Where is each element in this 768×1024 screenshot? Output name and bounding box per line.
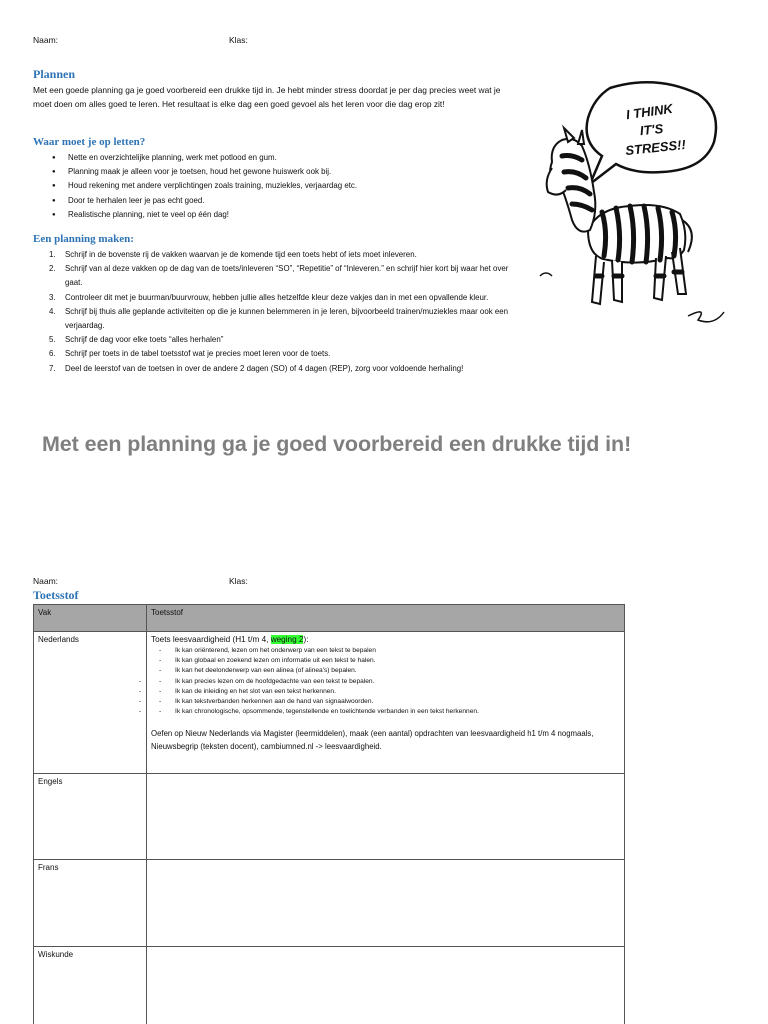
skill-list <box>139 646 620 717</box>
dash: - <box>159 657 162 665</box>
outer-dash: - <box>139 677 142 685</box>
list-item <box>33 248 528 262</box>
list-item <box>33 347 528 361</box>
vak-cell: Engels <box>34 774 147 860</box>
toetsstof-cell[interactable] <box>147 774 625 860</box>
speech-line-2: IT'S <box>639 120 664 139</box>
list-item <box>139 677 620 687</box>
table-row <box>34 947 625 1024</box>
klas-label: Klas: <box>229 35 248 45</box>
name-class-header-2 <box>33 576 248 586</box>
name-class-header <box>33 35 248 45</box>
skill-text: Ik kan het deelonderwerp van een alinea (of alinea's) bepalen. <box>175 667 357 675</box>
list-item <box>151 646 620 656</box>
letten-list <box>52 151 522 222</box>
toetsstof-cell[interactable] <box>139 632 625 774</box>
tagline: Met een planning ga je goed voorbereid een drukke tijd in! <box>42 432 632 456</box>
list-item <box>33 291 528 305</box>
step-number: 7. <box>49 363 56 373</box>
list-item: ● Planning maak je alleen voor je toetsen, houd het gewone huiswerk ook bij. <box>52 165 522 179</box>
step-number: 6. <box>49 349 56 359</box>
vak-cell: Nederlands <box>34 632 147 774</box>
toetsstof-table <box>33 604 625 1024</box>
list-item <box>151 666 620 676</box>
dash: - <box>159 667 162 675</box>
dash: - <box>159 647 162 654</box>
list-item <box>139 707 620 717</box>
list-item: ● Nette en overzichtelijke planning, werk met potlood en gum. <box>52 151 522 165</box>
vak-cell: Frans <box>34 860 147 947</box>
skill-text: Ik kan precies lezen om de hoofdgedachte van een tekst te bepalen. <box>175 677 375 685</box>
naam-label: Naam: <box>33 35 59 45</box>
toets-title-end: ): <box>303 635 309 644</box>
step-number: 3. <box>49 292 56 302</box>
step-text: Controleer dit met je buurman/buurvrouw, hebben jullie alles hetzelfde kleur deze vakjes dan in met een opvallende kleur. <box>65 292 489 302</box>
skill-text: Ik kan chronologische, opsommende, tegenstellende en toelichtende verbanden in een tekst herkennen. <box>175 708 479 716</box>
skill-text: Ik kan oriënterend, lezen om het onderwerp van een tekst te bepalen <box>175 647 376 654</box>
step-number: 1. <box>49 250 56 259</box>
maken-heading: Een planning maken: <box>33 233 134 245</box>
speech-line-3: STRESS!! <box>624 136 687 159</box>
speech-line-1: I THINK <box>625 100 674 123</box>
toets-title-text: Toets leesvaardigheid (H1 t/m 4, <box>151 635 271 644</box>
toetsstof-cell[interactable] <box>147 947 625 1024</box>
klas-label: Klas: <box>229 576 248 586</box>
letten-heading: Waar moet je op letten? <box>33 136 146 148</box>
step-number: 4. <box>49 306 56 316</box>
plannen-heading: Plannen <box>33 67 76 81</box>
step-number: 5. <box>49 335 56 345</box>
oefen-text: Oefen op Nieuw Nederlands via Magister (leermiddelen), maak (een aantal) opdrachten van leesvaardigheid h1 t/m 4 nogmaals, Nieuwsbegrip (teksten docent), cambiumned.nl -> leesvaardigheid. <box>151 729 594 752</box>
maken-steps <box>33 248 528 376</box>
table-row <box>34 632 625 774</box>
outer-dash: - <box>139 698 142 706</box>
toetsstof-cell[interactable] <box>147 860 625 947</box>
list-item <box>139 687 620 697</box>
list-item <box>151 656 620 666</box>
dash: - <box>159 708 162 716</box>
skill-text: Ik kan tekstverbanden herkennen aan de hand van signaalwoorden. <box>175 698 374 706</box>
col-header-toetsstof: Toetsstof <box>147 605 625 632</box>
dash: - <box>159 698 162 706</box>
dash: - <box>159 677 162 685</box>
list-item <box>33 362 528 376</box>
step-text: Schrijf van al deze vakken op de dag van de toets/inleveren “SO”, “Repetitie” of “Inleveren.” en schrijf hier kort bij waar het over gaat. <box>65 264 509 288</box>
skill-text: Ik kan de inleiding en het slot van een tekst herkennen. <box>175 687 336 695</box>
naam-label: Naam: <box>33 576 59 586</box>
step-text: Schrijf de dag voor elke toets “alles herhalen” <box>65 335 224 345</box>
col-header-vak: Vak <box>34 605 147 632</box>
toetsstof-heading: Toetsstof <box>33 588 79 602</box>
step-text: Deel de leerstof van de toetsen in over de andere 2 dagen (SO) of 4 dagen (REP), zorg voor voldoende herhaling! <box>65 363 464 373</box>
table-row <box>34 860 625 947</box>
outer-dash: - <box>139 687 142 695</box>
table-header-row <box>34 605 625 632</box>
list-item <box>33 262 528 290</box>
step-text: Schrijf in de bovenste rij de vakken waarvan je de komende tijd een toets hebt of iets moet inleveren. <box>65 250 417 259</box>
step-text: Schrijf bij thuis alle geplande activiteiten op die je kunnen belemmeren in je leren, bijvoorbeeld trainen/muziekles maar ook een verjaardag. <box>65 306 509 331</box>
toets-title <box>151 635 620 644</box>
outer-dash: - <box>139 708 142 716</box>
plannen-intro: Met een goede planning ga je goed voorbereid een drukke tijd in. Je hebt minder stress doordat je per dag precies weet wat je moet doen om alles goed te leren. Het resultaat is elke dag een goed gevoel als het leren voor die dag erop zit! <box>33 85 501 109</box>
step-text: Schrijf per toets in de tabel toetsstof wat je precies moet leren voor de toets. <box>65 349 331 359</box>
zebra-stress-illustration <box>538 80 728 326</box>
step-number: 2. <box>49 264 56 274</box>
list-item: ● Realistische planning, niet te veel op één dag! <box>52 208 522 222</box>
weging-highlight: weging 2 <box>270 635 304 644</box>
list-item <box>139 697 620 707</box>
vak-cell: Wiskunde <box>34 947 147 1024</box>
dash: - <box>159 687 162 695</box>
ground-doodle <box>540 273 724 322</box>
skill-text: Ik kan globaal en zoekend lezen om informatie uit een tekst te halen. <box>175 657 376 665</box>
list-item <box>33 305 528 333</box>
list-item: ● Houd rekening met andere verplichtingen zoals training, muziekles, verjaardag etc. <box>52 179 522 193</box>
list-item: ● Door te herhalen leer je pas echt goed. <box>52 194 522 208</box>
list-item <box>33 333 528 347</box>
table-row <box>34 774 625 860</box>
